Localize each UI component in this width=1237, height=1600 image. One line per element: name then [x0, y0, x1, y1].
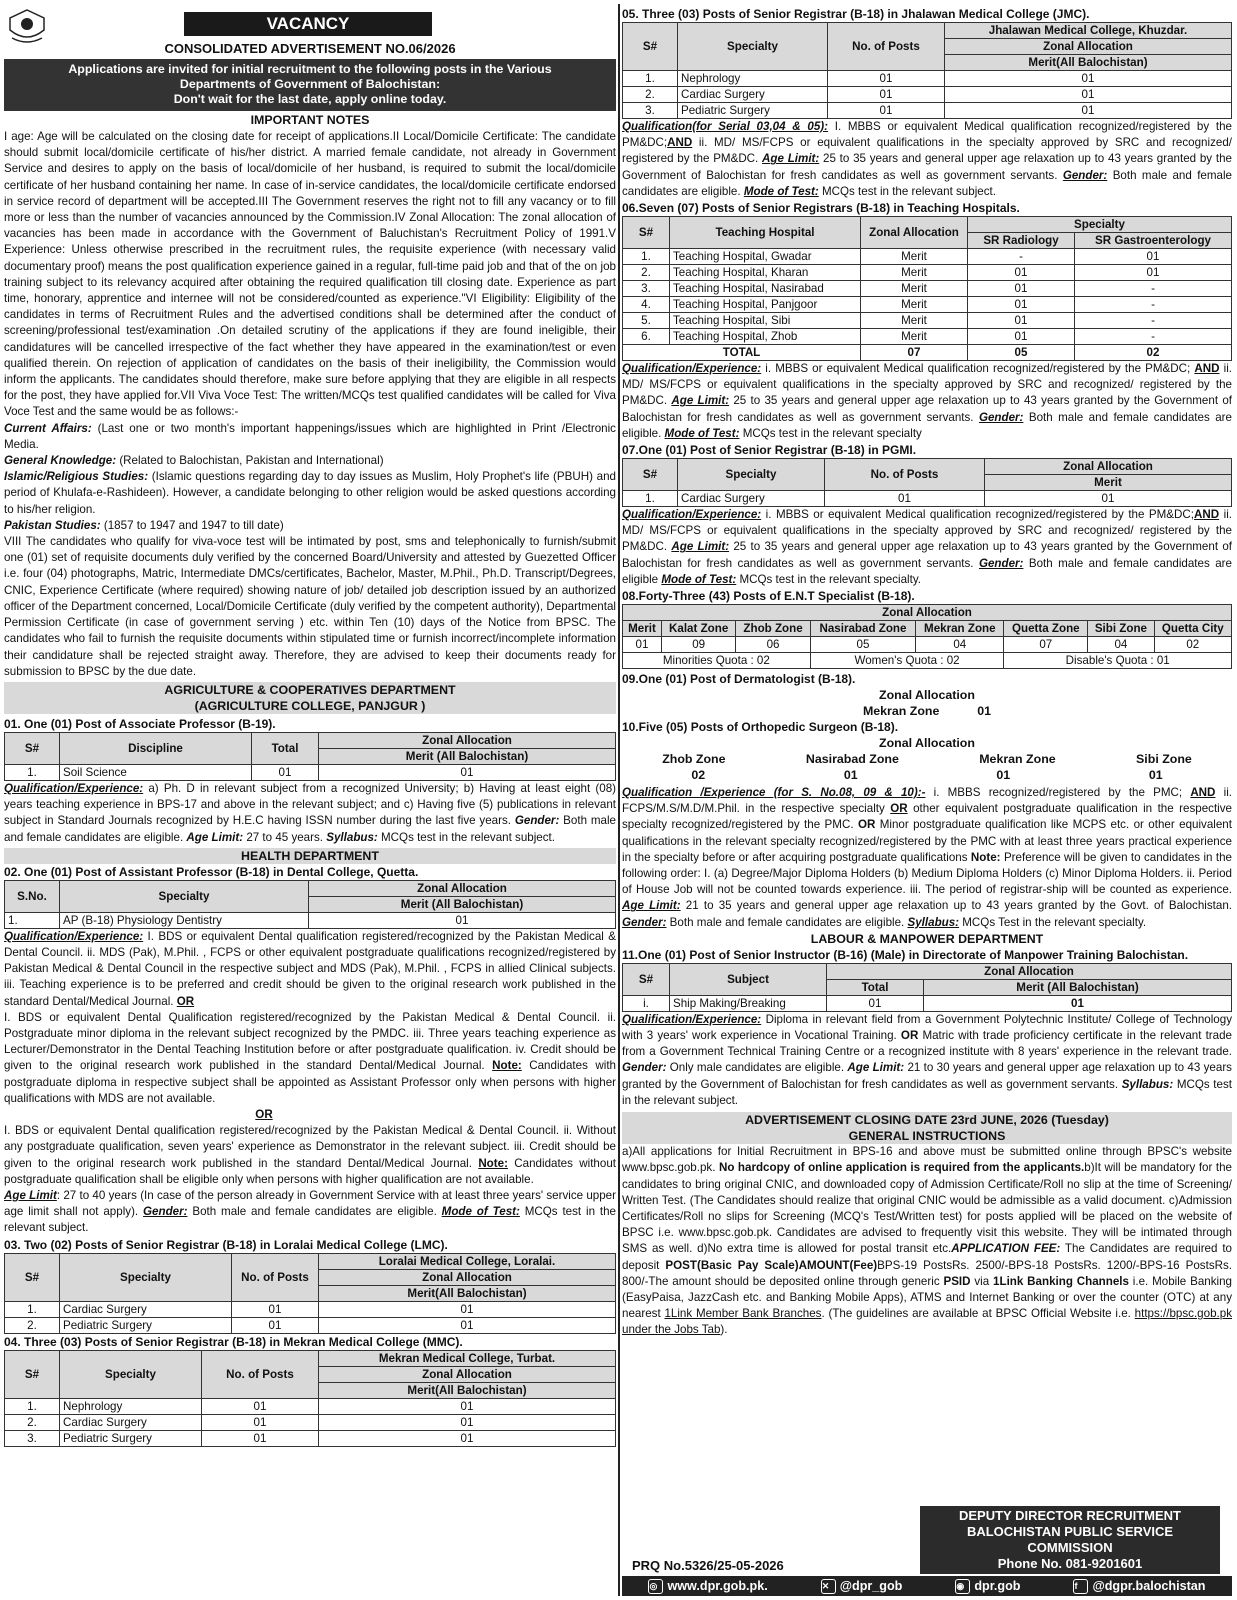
post-11-table: S# Subject Zonal Allocation Total Merit (All Balochistan) i. Ship Making/Breaking 01 01 [622, 963, 1232, 1012]
table-row: 5. Teaching Hospital, Sibi Merit 01 - [623, 313, 1232, 329]
post-01-table: S# Discipline Total Zonal Allocation Merit (All Balochistan) 1. Soil Science 01 01 [4, 732, 616, 781]
agriculture-department-heading: AGRICULTURE & COOPERATIVES DEPARTMENT (AGRICULTURE COLLEGE, PANJGUR ) [4, 682, 616, 714]
post-01-heading: 01. One (01) Post of Associate Professor (B-19). [4, 716, 276, 731]
table-row: 3. Teaching Hospital, Nasirabad Merit 01 - [623, 281, 1232, 297]
islamic-studies-note: Islamic/Religious Studies: (Islamic questions regarding day to day issues as Muslim, Holy Prophet's life (PBUH) and period of Khulafa-e-Rashideen). However, a candidate belonging to other religion would be asked questions according to his/her religion. [4, 470, 616, 516]
post-02-table: S.No. Specialty Zonal Allocation Merit (All Balochistan) 1. AP (B-18) Physiology Dentistry 01 [4, 880, 616, 929]
post-03-heading: 03. Two (02) Posts of Senior Registrar (B-18) in Loralai Medical College (LMC). [4, 1237, 448, 1252]
facebook-icon: f [1073, 1579, 1088, 1594]
post-04-heading: 04. Three (03) Posts of Senior Registrar (B-18) in Mekran Medical College (MMC). [4, 1334, 463, 1349]
post-02-option-3: I. BDS or equivalent Dental qualification registered/recognized by the Pakistan Medical & Dental Council. ii. Without any postgraduate qualification, seven years' experience as Demonstrator in the relevant subject. iii. Credit should be given to the original research work published in the standard Dental/Medical Journal. Note: Candidates without postgraduate qualification shall be eligible only when persons with higher qualification are not available. [4, 1124, 616, 1186]
table-row: 2. Pediatric Surgery 01 01 [5, 1317, 616, 1333]
post-06-qualification: Qualification/Experience: i. MBBS or equivalent Medical qualification recognized/registered by the PM&DC; AND ii. MD/ MS/FCPS or equivalent qualifications in the specialty approved by SRC and recognized/ registered by the PM&DC. Age Limit: 25 to 35 years and general upper age relaxation up to 43 years granted by the Government of Balochistan for fresh candidates as well as government servants. Gender: Both male and female candidates are eligible. Mode of Test: MCQs test in the relevant specialty [622, 362, 1232, 440]
table-row: 3. Pediatric Surgery 01 01 [623, 103, 1232, 119]
table-row: 2. Cardiac Surgery 01 01 [5, 1414, 616, 1430]
post-09-zone: Mekran Zone 01 [862, 704, 992, 719]
post-10-zonal-title: Zonal Allocation [879, 736, 975, 751]
globe-icon: ◎ [648, 1579, 663, 1594]
right-column [622, 6, 1232, 1339]
post-10-qualification: Qualification /Experience (for S. No.08, 09 & 10):- i. MBBS recognized/registered by the PMC; AND ii. FCPS/M.S/M.D/M.Phil. in the respective specialty OR other equivalent postgraduate qualification in the respective specialty recognized/registered by the PMC. OR Minor postgraduate qualification like MCPS etc. or other equivalent qualifications in the relevant specialty recognized/registered by the PMC with at least three years practical experience in the specialty before or after acquiring postgraduate qualifications Note: Preference will be given to candidates in the following order: I. (a) Degree/Major Diploma Holders (b) Medium Diploma Holders (c) Minor Diploma Holders. ii. Period of House Job will not be counted towards experience. iii. The period of registrar-ship will be counted as experience. Age Limit: 21 to 35 years and general upper age relaxation up to 43 years granted by the Govt. of Balochistan. Gender: Both male and female candidates are eligible. Syllabus: MCQs Test in the relevant specialty. [622, 786, 1233, 929]
post-07-table: S# Specialty No. of Posts Zonal Allocation Merit 1. Cardiac Surgery 01 01 [622, 458, 1232, 507]
twitter-icon: ✕ [821, 1579, 836, 1594]
viva-documents-note: VIII The candidates who qualify for viva-voce test will be intimated by post, sms and telephonically to furnish/submit one (01) set of requisite documents duly verified by the concerned Board/University and attested by Guezetted Officer i.e. four (04) photographs, Matric, Intermediate DMCs/certificates, Bachelor, Master, M.Phil., Ph.D. Transcript/Degrees, CNIC, Experience Certificate (where required) showing nature of job/ detailed job description issued by an authorized officer of the Department concerned, Local/Domicile Certificate (duly verified by the competent authority), Departmental Permission Certificate (in case of government serving ) etc. within Ten (10) days of the Notice from BPSC. The candidates who fail to furnish the requisite documents within stipulated time or furnish incorrect/incomplete information their candidature shall be rejected straight away. Therefore, they are advised to keep their documents ready for submission to BPSC by the due date. [4, 535, 616, 678]
post-10-heading: 10.Five (05) Posts of Orthopedic Surgeon (B-18). [622, 720, 899, 735]
vacancy-title: VACANCY [184, 12, 432, 36]
post-05-qualification: Qualification(for Serial 03,04 & 05): I. MBBS or equivalent Medical qualification recognized/registered by the PM&DC;AND ii. MD/ MS/FCPS or equivalent qualifications in the specialty approved by SRC and recognized/ registered by the PM&DC. Age Limit: 25 to 35 years and general upper age relaxation up to 43 years granted by the Government of Balochistan for fresh candidates as well as government servants. Gender: Both male and female candidates are eligible. Mode of Test: MCQs test in the relevant subject. [622, 120, 1232, 198]
health-department-heading: HEALTH DEPARTMENT [4, 848, 616, 864]
table-row: i. Ship Making/Breaking 01 01 [623, 995, 1232, 1011]
table-row: 1. Nephrology 01 01 [623, 71, 1232, 87]
table-row: 01 09 06 05 04 07 04 02 [623, 637, 1232, 653]
important-notes-title: IMPORTANT NOTES [250, 113, 370, 127]
table-row: 1. Soil Science 01 01 [5, 764, 616, 780]
table-row: 4. Teaching Hospital, Panjgoor Merit 01 - [623, 297, 1232, 313]
post-10-values: 02 01 01 01 [691, 768, 1163, 783]
labour-department-heading: LABOUR & MANPOWER DEPARTMENT [810, 931, 1044, 946]
footer-website[interactable]: ◎ www.dpr.gob.pk. [649, 1579, 768, 1593]
notes-paragraph: I age: Age will be calculated on the closing date for receipt of applications.II Local/Domicile Certificate: The candidate should submit local/domicile certificate of his/her district. A married female candidate, not already in Government Service and desires to apply on the basis of local/domicile of her husband, is required to submit the local/domicile certificate of her husband containing her name. In case of in-service candidates, the local/domicile certificate endorsed in service record of department will be accepted.III The Government reserves the right not to fill any vacancy or to fill more or less than the number of vacancies announced by the Commission.IV Zonal Allocation: The zonal allocation of vacancies has been made in accordance with the Government of Baluchistan's Recruitment Policy of 1991.V Experience: Unless otherwise prescribed in the recruitment rules, the requisite experience (with necessary valid documentary proof) means the post qualification experience gained in a regular, full-time paid job and that of the on job training subject to its relevancy acquired after obtaining the required qualification till closing date. Experience as part time, honorary, apprentice and internee will not be considered/counted as experience."VI Eligibility: Eligibility of the candidates in terms of Recruitment Rules and the advertised conditions shall be determined after the conduct of screening/professional test/examination .On detailed scrutiny of the applications if they are found ineligible, their candidatures will be cancelled irrespective of the fact whether they have appeared in the examination/test or even qualified therein. On rejection of application of candidates on the basis of their ineligibility, the Commission would inform the applicants. The candidates should therefore, make sure before applying that they are eligible in all respects for the post, they have applied for.VII Viva Voce Test: The written/MCQs test qualified candidates will be called for Viva Voce Test and the same would be as follows:- [4, 130, 616, 419]
post-09-zonal-title: Zonal Allocation [879, 688, 975, 703]
advertisement-number: CONSOLIDATED ADVERTISEMENT NO.06/2026 [164, 41, 456, 56]
post-07-heading: 07.One (01) Post of Senior Registrar (B-18) in PGMI. [622, 443, 917, 458]
post-06-heading: 06.Seven (07) Posts of Senior Registrars (B-18) in Teaching Hospitals. [622, 201, 1020, 216]
table-row: 3. Pediatric Surgery 01 01 [5, 1430, 616, 1446]
closing-date-heading: ADVERTISEMENT CLOSING DATE 23rd JUNE, 2026 (Tuesday) GENERAL INSTRUCTIONS [622, 1112, 1232, 1144]
post-08-table: Zonal Allocation Merit Kalat Zone Zhob Zone Nasirabad Zone Mekran Zone Quetta Zone Sibi Zone Quetta City 01 09 06 05 04 07 04 02 Minorities Quota : 02 Women's Quota : 02 Disable's Quota : 01 [622, 604, 1232, 669]
signature-block: DEPUTY DIRECTOR RECRUITMENT BALOCHISTAN PUBLIC SERVICE COMMISSION Phone No. 081-9201601 [920, 1506, 1220, 1574]
post-04-table: S# Specialty No. of Posts Mekran Medical College, Turbat. Zonal Allocation Merit(All Balochistan) 1. Nephrology 01 01 2. Cardiac Surgery 01 01 3. Pediatric Surgery 01 01 [4, 1350, 616, 1447]
general-instructions: a)All applications for Initial Recruitment in BPS-16 and above must be submitted online through BPSC's website www.bpsc.gob.pk. No hardcopy of online application is required from the applicants.b)It will be mandatory for the candidates to bring original CNIC, and downloaded copy of Admission Certificate/Roll no slip at the time of Screening/ Written Test. (The Candidates should realize that original CNIC would be admissible as a valid document. c)Admission Certificates/Roll no slips for Screening (MCQ's Test/Written test) for posts applied will be placed on the website of BPSC i.e. www.bpsc.gob.pk. Candidates are advised to frequently visit this website. They will be intimated through SMS as well. d)No extra time is allowed for postal transit etc.APPLICATION FEE: The Candidates are required to deposit POST(Basic Pay Scale)AMOUNT(Fee)BPS-19 PostsRs. 2500/-BPS-18 PostsRs. 1200/-BPS-16 PostsRs. 800/-The amount should be deposited online through generic PSID via 1Link Banking Channels i.e. Mobile Banking (EasyPaisa, JazzCash etc. and Banking Mobile Apps), ATMS and Internet Banking or over the counter (OTC) at any nearest 1Link Member Bank Branches. (The guidelines are available at BPSC Official Website i.e. https://bpsc.gob.pk under the Jobs Tab). [622, 1145, 1233, 1337]
post-05-heading: 05. Three (03) Posts of Senior Registrar (B-18) in Jhalawan Medical College (JMC). [622, 7, 1090, 21]
general-knowledge-note: General Knowledge: (Related to Balochistan, Pakistan and International) [4, 454, 384, 468]
current-affairs-note: Current Affairs: (Last one or two month's important happenings/issues which are highlighted in Print /Electronic Media. [4, 421, 616, 451]
post-03-table: S# Specialty No. of Posts Loralai Medical College, Loralai. Zonal Allocation Merit(All Balochistan) 1. Cardiac Surgery 01 01 2. Pediatric Surgery 01 01 [4, 1253, 616, 1334]
table-row: 1. Nephrology 01 01 [5, 1398, 616, 1414]
total-row: TOTAL 07 05 02 [623, 345, 1232, 361]
table-row: 1. AP (B-18) Physiology Dentistry 01 [5, 912, 616, 928]
instagram-icon: ◉ [955, 1579, 970, 1594]
intro-band: Applications are invited for initial recruitment to the following posts in the Various Departments of Government of Balochistan: Don't wait for the last date, apply online today. [4, 59, 616, 111]
post-09-heading: 09.One (01) Post of Dermatologist (B-18). [622, 672, 856, 687]
table-row: 1. Teaching Hospital, Gwadar Merit - 01 [623, 249, 1232, 265]
table-row: 1. Cardiac Surgery 01 01 [623, 491, 1232, 507]
post-02-heading: 02. One (01) Post of Assistant Professor (B-18) in Dental College, Quetta. [4, 864, 419, 879]
or-separator: OR [255, 1107, 273, 1121]
table-row: 1. Cardiac Surgery 01 01 [5, 1301, 616, 1317]
post-07-qualification: Qualification/Experience: i. MBBS or equivalent Medical qualification recognized/registered by the PM&DC;AND ii. MD/ MS/FCPS or equivalent qualifications in the specialty approved by SRC and recognized/ registered by the PM&DC. Age Limit: 25 to 35 years and general upper age relaxation up to 43 years granted by the Government of Balochistan for fresh candidates as well as government servants. Gender: Both male and female candidates are eligible Mode of Test: MCQs test in the relevant specialty. [622, 508, 1233, 586]
quota-row: Minorities Quota : 02 Women's Quota : 02 Disable's Quota : 01 [623, 653, 1232, 669]
post-02-qualification: Qualification/Experience: I. BDS or equivalent Dental qualification registered/recognized by the Pakistan Medical & Dental Council. ii. MDS (Pak), M.Phil. , FCPS or other equivalent postgraduate qualifications recognized/registered by Pakistan Medical & Dental Council in the respective subject and MDS (Pak), M.Phil. , FCPS in allied Clinical subjects. iii. Teaching experience is to be preferred and credit should be given to the original research work published in the standard Dental/Medical Journal. OR [4, 929, 616, 1008]
table-row: 2. Cardiac Surgery 01 01 [623, 87, 1232, 103]
post-05-table: S# Specialty No. of Posts Jhalawan Medical College, Khuzdar. Zonal Allocation Merit(All Balochistan) 1. Nephrology 01 01 2. Cardiac Surgery 01 01 3. Pediatric Surgery 01 01 [622, 22, 1232, 119]
prq-number: PRQ No.5326/25-05-2026 [632, 1558, 784, 1573]
column-divider [618, 4, 620, 1596]
left-column [4, 6, 616, 1447]
footer-instagram[interactable]: ◉ dpr.gob [956, 1579, 1021, 1593]
post-02-age-gender: Age Limit: 27 to 40 years (In case of the person already in Government Service with at least three years' service upper age limit shall not apply). Gender: Both male and female candidates are eligible. Mode of Test: MCQs test in the relevant subject. [4, 1188, 616, 1235]
post-06-table: S# Teaching Hospital Zonal Allocation Specialty SR Radiology SR Gastroenterology 1. Teaching Hospital, Gwadar Merit - 01 2. Teaching Hospital, Kharan Merit 01 01 3. Teaching Hospital, Nasirabad Merit 01 - 4. Teaching Hospital, Panjgoor Merit 01 - 5. Teaching Hospital, Sibi Merit 01 - 6. Teaching Hospital, Zhob Merit 01 - TOTAL 07 05 02 [622, 216, 1232, 361]
pakistan-studies-note: Pakistan Studies: (1857 to 1947 and 1947 to till date) [4, 518, 284, 532]
post-11-heading: 11.One (01) Post of Senior Instructor (B-16) (Male) in Directorate of Manpower Training Balochistan. [622, 947, 1189, 962]
post-08-heading: 08.Forty-Three (43) Posts of E.N.T Specialist (B-18). [622, 589, 915, 604]
post-11-qualification: Qualification/Experience: Diploma in relevant field from a Government Polytechnic Institute/ College of Technology with 3 years' work experience in Vocational Training. OR Matric with trade proficiency certificate in the relevant trade from a Government Technical Training Centre or a recognized institute with 8 years' experience in the relevant trade. Gender: Only male candidates are eligible. Age Limit: 21 to 30 years and general upper age relaxation up to 43 years granted by the Government of Balochistan for fresh candidates as well as government servants. Syllabus: MCQs test in the relevant subject. [622, 1012, 1232, 1107]
footer-facebook[interactable]: f @dgpr.balochistan [1074, 1579, 1206, 1593]
post-10-zones: Zhob Zone Nasirabad Zone Mekran Zone Sibi Zone [662, 752, 1192, 767]
table-row: 2. Teaching Hospital, Kharan Merit 01 01 [623, 265, 1232, 281]
post-01-qualification: Qualification/Experience: a) Ph. D in relevant subject from a recognized University; b) Having at least eight (08) years teaching experience in BPS-17 and above in the relevant subject; and c) Having five (5) publications in relevant subject in Standard Journals recognized by H.E.C having ISSN number during the last five years. Gender: Both male and female candidates are eligible. Age Limit: 27 to 45 years. Syllabus: MCQs test in the relevant subject. [4, 781, 616, 844]
footer-twitter[interactable]: ✕ @dpr_gob [821, 1579, 903, 1593]
table-row: 6. Teaching Hospital, Zhob Merit 01 - [623, 329, 1232, 345]
post-02-option-2: I. BDS or equivalent Dental Qualification registered/recognized by the Pakistan Medical & Dental Council. ii. Postgraduate minor diploma in the relevant subject recognized by the PMDC. iii. Three years teaching experience as Lecturer/Demonstrator in the Dental Teaching Institution before or after postgraduate qualification. iv. Credit should be given to the original research work published in the standard Dental/Medical Journal. Note: Candidates with postgraduate diploma in respective subject shall be appointed as Assistant Professor only when persons with higher qualifications with MDS are not available. [4, 1010, 616, 1105]
footer-social-bar [622, 1576, 1232, 1596]
